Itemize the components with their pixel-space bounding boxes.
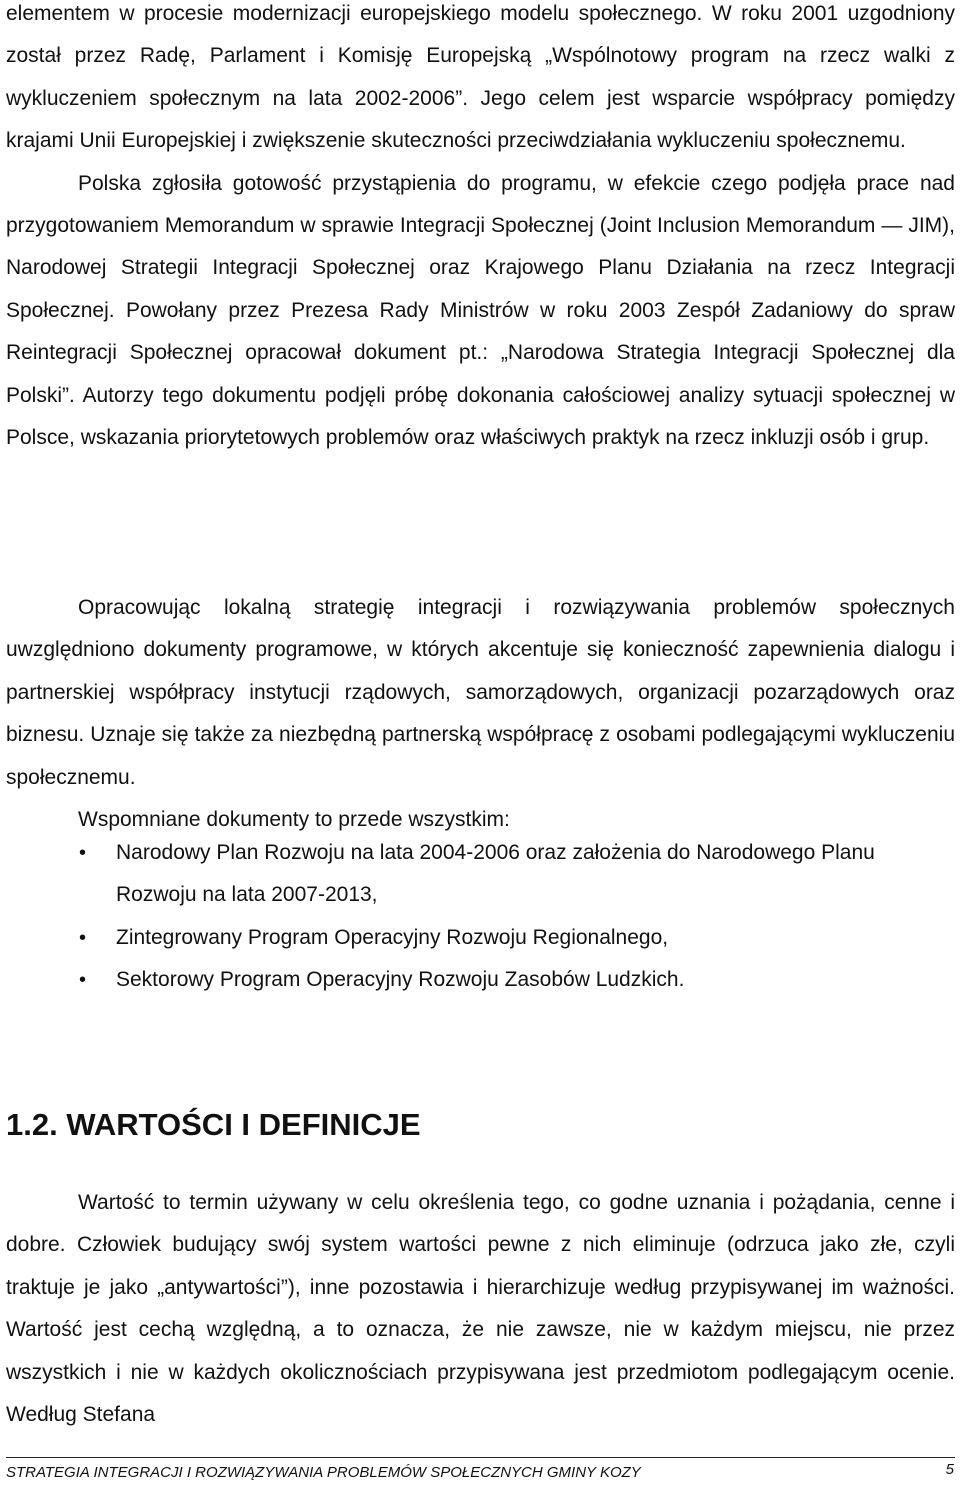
body-text-top xyxy=(6,0,955,459)
list-item xyxy=(6,959,955,1001)
footer-title: STRATEGIA INTEGRACJI I ROZWIĄZYWANIA PROBLEMÓW SPOŁECZNYCH GMINY KOZY xyxy=(6,1464,641,1481)
section-heading: 1.2. WARTOŚCI I DEFINICJE xyxy=(6,1107,421,1142)
list-item-text: Zintegrowany Program Operacyjny Rozwoju Regionalnego, xyxy=(116,925,669,949)
list-item xyxy=(6,832,955,917)
paragraph: Opracowując lokalną strategię integracji i rozwiązywania problemów społecznych uwzględniono dokumenty programowe, w których akcentuje się konieczność zapewnienia dialogu i partnerskiej współpracy instytucji rządowych, samorządowych, organizacji pozarządowych oraz biznesu. Uznaje się także za niezbędną partnerską współpracę z osobami podlegającymi wykluczeniu społecznemu. xyxy=(6,596,955,789)
list-item xyxy=(6,917,955,959)
body-text-bottom xyxy=(6,1182,955,1436)
body-text-middle xyxy=(6,587,955,841)
list-item-text: Narodowy Plan Rozwoju na lata 2004-2006 oraz założenia do Narodowego Planu Rozwoju na lata 2007-2013, xyxy=(116,841,875,907)
list-item-text: Sektorowy Program Operacyjny Rozwoju Zasobów Ludzkich. xyxy=(116,968,685,992)
bullet-icon: • xyxy=(79,969,87,992)
paragraph: Wartość to termin używany w celu określenia tego, co godne uznania i pożądania, cenne i dobre. Człowiek budujący swój system wartości pewne z nich eliminuje (odrzuca jako złe, czyli traktuje je jako „antywartości”), inne pozostawia i hierarchizuje według przypisywanej im ważności. Wartość jest cechą względną, a to oznacza, że nie zawsze, nie w każdym miejscu, nie przez wszystkich i nie w każdych okolicznościach przypisywana jest przedmiotom podlegającym ocenie. Według Stefana xyxy=(6,1191,955,1427)
page-number: 5 xyxy=(945,1461,954,1478)
paragraph: Wspomniane dokumenty to przede wszystkim: xyxy=(78,808,510,832)
paragraph: Polska zgłosiła gotowość przystąpienia do programu, w efekcie czego podjęła prace nad przygotowaniem Memorandum w sprawie Integracji Społecznej (Joint Inclusion Memorandum — JIM), Narodowej Strategii Integracji Społecznej oraz Krajowego Planu Działania na rzecz Integracji Społecznej. Powołany przez Prezesa Rady Ministrów w roku 2003 Zespół Zadaniowy do spraw Reintegracji Społecznej opracował dokument pt.: „Narodowa Strategia Integracji Społecznej dla Polski”. Autorzy tego dokumentu podjęli próbę dokonania całościowej analizy sytuacji społecznej w Polsce, wskazania priorytetowych problemów oraz właściwych praktyk na rzecz inkluzji osób i grup. xyxy=(6,171,955,450)
paragraph: elementem w procesie modernizacji europejskiego modelu społecznego. W roku 2001 uzgodniony został przez Radę, Parlament i Komisję Europejską „Wspólnotowy program na rzecz walki z wykluczeniem społecznym na lata 2002-2006”. Jego celem jest wsparcie współpracy pomiędzy krajami Unii Europejskiej i zwiększenie skuteczności przeciwdziałania wykluczeniu społecznemu. xyxy=(6,2,955,153)
bullet-list xyxy=(6,832,955,1002)
footer-divider xyxy=(6,1457,955,1458)
bullet-icon: • xyxy=(79,926,87,949)
bullet-icon: • xyxy=(79,842,87,864)
